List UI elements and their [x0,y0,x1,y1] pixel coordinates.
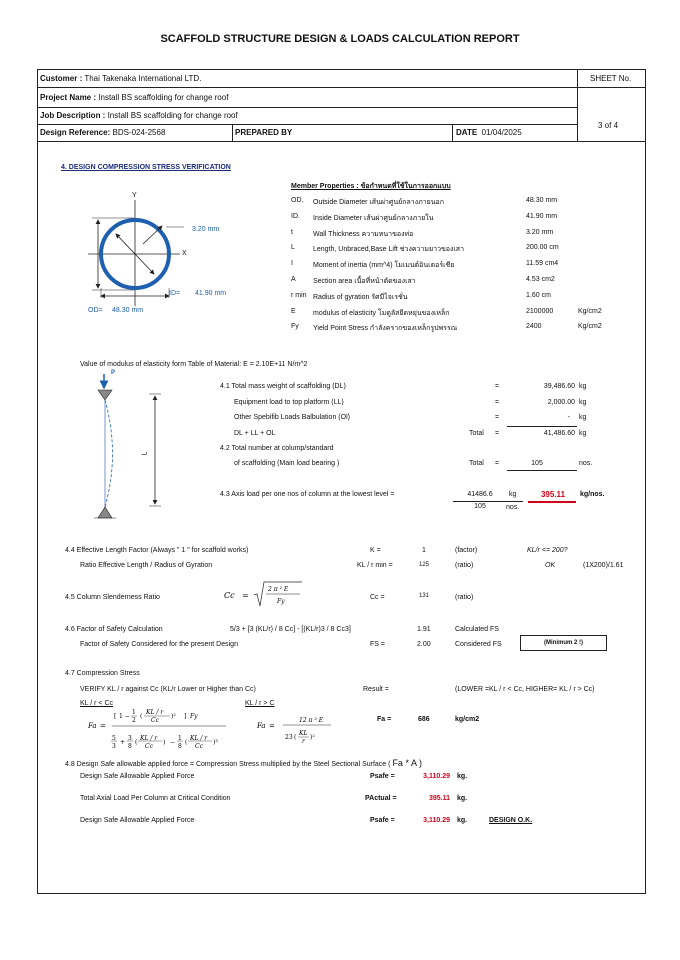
svg-text:2 π ² E: 2 π ² E [268,586,289,593]
svg-text:=: = [242,591,249,600]
sum-eq: = [495,430,500,437]
job-row [40,111,238,120]
prop-value: 2100000 [526,307,554,315]
bottom-support [98,507,112,518]
axis-numerator-unit: kg [509,491,517,498]
y-axis-label: Y [132,192,137,199]
length-l-label: L [141,451,149,456]
prop-value: 2400 [526,323,542,331]
svg-text:1 −: 1 − [119,713,130,720]
project-row [40,93,228,102]
ll-label: Equipment load to top platform (LL) [234,399,344,406]
row1-unit: kg. [457,773,468,780]
fs-calc-unit: Calculated FS [455,626,499,633]
sum-label: DL + LL + OL [234,430,276,437]
case2-label: KL / r > C [245,700,275,707]
result-text: (LOWER =KL / r < Cc, HIGHER= KL / r > Cc) [455,686,595,693]
ratio-ok: OK [545,562,556,569]
fs-symbol: FS = [370,641,385,648]
design-ref-row [40,128,165,137]
svg-text:Fa: Fa [88,722,97,730]
date-row [456,128,522,137]
svg-text:)³: )³ [213,739,218,746]
prop-symbol: r min [291,291,307,299]
design-ref-value: BDS-024-2568 [112,128,166,137]
svg-text:)²: )² [171,713,176,720]
od-label: OD= [88,307,103,314]
prop-symbol: E [291,307,296,315]
s48-label [65,758,422,768]
prop-symbol: ID. [291,212,300,220]
ol-value: - [567,414,570,421]
svg-text:12 π ² E: 12 π ² E [299,717,324,724]
ratio-calc: (1X200)/1.61 [583,562,624,569]
design-status: DESIGN O.K. [489,817,533,824]
svg-text:KL / r: KL / r [140,735,158,742]
job-label: Job Description : [40,111,106,120]
sheet-label: SHEET No. [590,74,632,83]
dl-eq: = [495,383,500,390]
s47-label: 4.7 Compression Stress [65,670,140,677]
fa-formula-case1 [86,706,246,756]
prop-value: 1.60 cm [526,291,551,299]
prop-description: Yield Point Stress กำลังครากของเหล็กรูปพรรณ [313,325,458,333]
sum-total: Total [469,430,484,437]
axis-numerator: 41486.6 [467,491,493,498]
svg-text:−: − [170,739,176,746]
s46-label: 4.6 Factor of Safety Calculation [65,626,163,633]
fs-calc-value: 1.91 [417,626,431,633]
column-diagram [90,370,170,525]
cc-value: 131 [419,593,430,599]
ll-value: 2,000.00 [547,399,575,406]
ll-unit: kg [579,399,587,406]
prop-description: Section area เนื้อที่หน้าตัดของเสา [313,278,416,285]
svg-text:(: ( [294,734,297,741]
svg-text:KL / r: KL / r [146,709,164,716]
num-label-1: 4.2 Total number at colump/standard [220,445,334,452]
svg-text:): ) [163,739,166,746]
prop-description: modulus of elasticity โมดูลัสยืดหยุ่นของเหล็ก [313,309,450,317]
row2-unit: kg. [457,795,468,802]
customer-row [40,74,201,83]
svg-text:Fy: Fy [190,713,198,720]
cc-symbol: Cc = [370,594,385,601]
svg-text:Cc: Cc [195,743,203,750]
cc-unit: (ratio) [455,594,474,601]
sum-unit: kg [579,430,587,437]
prop-description: Wall Thickness ความหนาของท่อ [313,230,414,238]
prop-value: 11.59 cm4 [526,260,559,268]
load-p-label: P [111,370,116,376]
row3-unit: kg. [457,817,468,824]
axis-label: 4.3 Axis load per one nos of column at the lowest level = [220,491,395,498]
ratio-label: Ratio Effective Length / Radius of Gyration [80,562,213,569]
svg-text:)²: )² [310,734,315,741]
axis-result: 395.11 [540,490,566,499]
fs-unit: Considered FS [455,641,502,648]
prop-description: Length, Unbraced,Base Lift ช่วงความยาวของเสา [313,246,465,254]
buckled-shape [105,400,113,507]
svg-text:[: [ [114,713,117,720]
k-check: KL/r <= 200? [527,547,568,554]
s48-label-text: 4.8 Design Safe allowable applied force = Compression Stress multiplied by the Steel Sectional Surface ( [65,761,391,768]
svg-text:23: 23 [285,734,293,741]
customer-value: Thai Takenaka International LTD. [84,74,202,83]
svg-text:=: = [100,722,106,730]
svg-text:8: 8 [178,743,182,750]
svg-text:(: ( [140,713,143,720]
prepared-by-label: PREPARED BY [235,128,293,137]
section-heading: 4. DESIGN COMPRESSION STRESS VERIFICATION [61,164,231,171]
row1-value: 3,110.29 [423,773,450,780]
row1-label: Design Safe Allowable Applied Force [80,773,195,780]
svg-text:KL: KL [299,730,308,737]
prop-value: 48.30 mm [526,197,558,204]
result-label: Result = [363,686,389,693]
x-axis-label: X [182,250,187,257]
dl-label: 4.1 Total mass weight of scaffolding (DL) [220,383,346,390]
case1-label: KL / r < Cc [80,700,114,707]
svg-text:=: = [269,722,275,730]
num-label-2: of scaffolding (Main load bearing ) [234,460,340,467]
k-value: 1 [422,547,426,554]
report-title: SCAFFOLD STRUCTURE DESIGN & LOADS CALCULATION REPORT [160,33,520,45]
num-total: Total [469,460,484,467]
project-value: Install BS scaffolding for change roof [98,93,229,102]
prop-value: 200.00 cm [526,244,559,252]
prop-description: Moment of inertia (mm^4) โมเมนต์อินเตอร์เชีย [313,262,455,270]
prop-symbol: I [291,260,293,268]
prop-symbol: t [291,228,293,236]
pipe-section-diagram [80,188,280,318]
date-label: DATE [456,128,478,137]
svg-text:3: 3 [128,735,132,742]
fa-symbol: Fa = [377,716,392,723]
top-support [98,390,112,400]
fs-considered-label: Factor of Safety Considered for the present Design [80,641,238,648]
thickness-label: 3.20 mm [192,226,220,233]
modulus-note: Value of modulus of elasticity form Table of Material: E = 2.10E+11 N/m^2 [80,361,308,368]
prop-value: 4.53 cm2 [526,276,555,283]
svg-text:]: ] [184,713,187,720]
prop-description: Radius of gyration รัศมีไจเรชั่น [313,293,408,301]
k-symbol: K = [370,547,381,554]
ol-label: Other Spebifib Loads Balbulation (Ol) [234,414,350,421]
ol-eq: = [495,414,500,421]
ratio-value: 125 [419,562,430,568]
prop-description: Outside Diameter เส้นผ่าศูนย์กลางภายนอก [313,199,444,206]
row3-symbol: Psafe = [370,817,395,824]
thickness-arrow [143,226,162,244]
row2-label: Total Axial Load Per Column at Critical Condition [80,795,231,802]
prop-value: 3.20 mm [526,228,554,236]
axis-result-unit: kg/nos. [580,491,605,498]
row2-value: 395.11 [428,795,450,802]
fa-unit: kg/cm2 [455,716,480,723]
prop-description: Inside Diameter เส้นผ่าศูนย์กลางภายใน [313,214,434,222]
prop-unit: Kg/cm2 [578,307,602,315]
row3-label: Design Safe Allowable Applied Force [80,817,195,824]
svg-text:Cc: Cc [224,591,235,600]
svg-text:1: 1 [132,709,136,716]
sum-value: 41,486.60 [543,430,575,437]
id-label: ID= [169,290,181,297]
dl-unit: kg [579,383,587,390]
prop-symbol: L [291,244,295,252]
row2-symbol: PActual = [365,795,397,802]
ratio-unit: (ratio) [455,562,474,569]
svg-text:2: 2 [132,717,136,724]
svg-text:+: + [120,739,126,746]
s47-verify: VERIFY KL / r against Cc (KL/r Lower or Higher than Cc) [80,686,256,693]
num-unit: nos. [579,460,593,467]
num-value: 105 [531,460,543,467]
ol-unit: kg [579,414,587,421]
prop-symbol: A [291,276,296,283]
sheet-value: 3 of 4 [598,121,619,130]
svg-text:Fy: Fy [277,598,285,605]
cc-formula [222,580,312,610]
s45-label: 4.5 Column Slenderness Ratio [65,594,160,601]
svg-text:1: 1 [178,735,182,742]
num-eq: = [495,460,500,467]
design-ref-label: Design Reference: [40,128,111,137]
s48-label-end: Fa * A ) [392,758,422,768]
date-value: 01/04/2025 [481,128,522,137]
svg-text:3: 3 [112,743,116,750]
job-value: Install BS scaffolding for change roof [107,111,238,120]
prop-symbol: Fy [291,323,299,331]
svg-text:Cc: Cc [145,743,153,750]
svg-text:r: r [302,738,305,745]
dl-value: 39,486.60 [543,383,575,390]
axis-denominator-unit: nos. [506,504,520,511]
k-unit: (factor) [455,547,478,554]
customer-label: Customer : [40,74,83,83]
s44-label: 4.4 Effective Length Factor (Always " 1 " for scaffold works) [65,547,249,554]
fs-value: 2.00 [417,641,431,648]
prop-unit: Kg/cm2 [578,323,602,331]
minimum-box: (Minimum 2 !) [520,635,607,651]
svg-text:8: 8 [128,743,132,750]
svg-text:Cc: Cc [151,717,159,724]
fs-formula: 5/3 + [3 (KL/r) / 8 Cc] - [(KL/r)3 / 8 Cc3] [230,626,351,633]
svg-text:5: 5 [112,735,116,742]
fa-formula-case2 [255,710,345,750]
id-value: 41.90 mm [195,290,227,297]
od-value: 48.30 mm [112,307,144,314]
svg-text:KL / r: KL / r [190,735,208,742]
ratio-symbol: KL / r min = [357,562,393,569]
row3-value: 3,110.29 [423,817,450,824]
row1-symbol: Psafe = [370,773,395,780]
prop-symbol: OD. [291,197,304,204]
svg-text:(: ( [135,739,138,746]
svg-text:Fa: Fa [257,722,266,730]
member-props-title: Member Properties : ข้อกำหนดที่ใช้ในการออกแบบ [291,183,451,190]
axis-denominator: 105 [474,503,486,510]
svg-text:(: ( [185,739,188,746]
fa-value: 686 [418,716,430,723]
project-label: Project Name : [40,93,97,102]
prop-value: 41.90 mm [526,212,558,220]
ll-eq: = [495,399,500,406]
